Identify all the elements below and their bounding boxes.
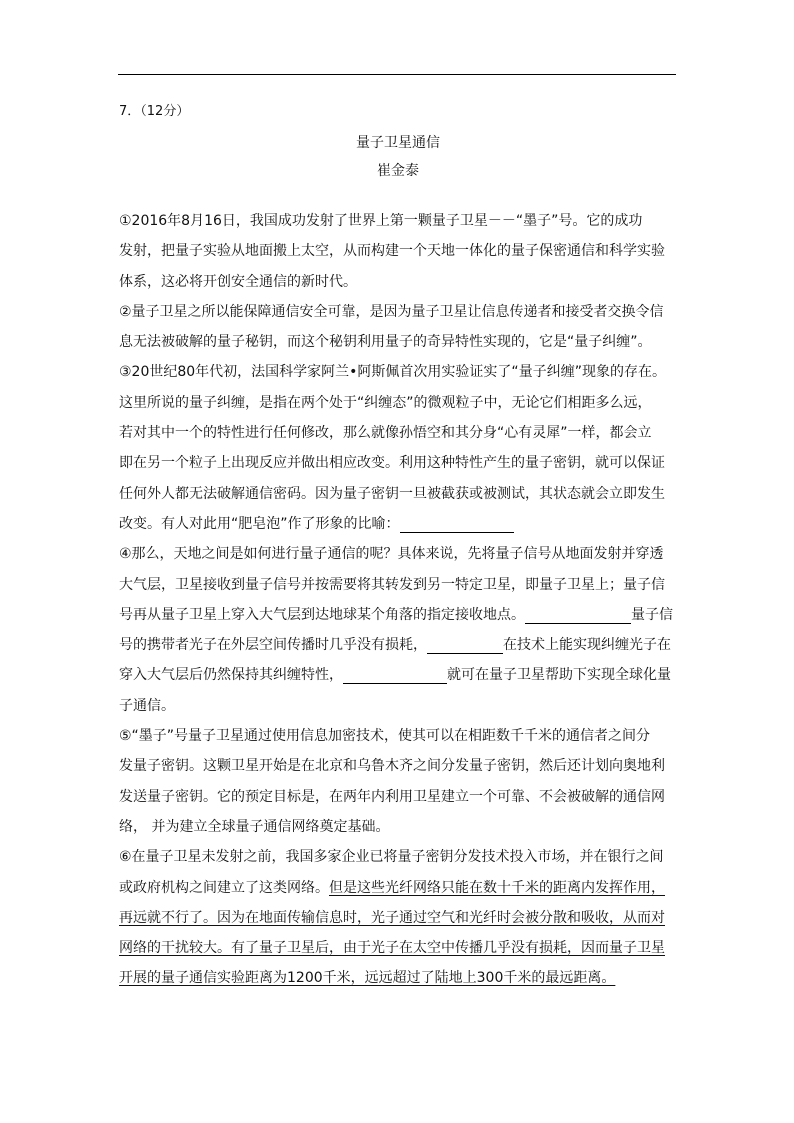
text-segment: 号再从量子卫星上穿入大气层到达地球某个角落的指定接收地点。 <box>119 606 525 623</box>
text-line: 这里所说的量子纠缠，是指在两个处于“纠缠态”的微观粒子中，无论它们相距多么远， <box>119 394 652 411</box>
text-segment: 在技术上能实现纠缠光子在 <box>503 637 671 654</box>
text-line: ②量子卫星之所以能保障通信安全可靠，是因为量子卫星让信息传递者和接受者交换令信 <box>119 303 664 320</box>
text-segment: 就可在量子卫星帮助下实现全球化量 <box>447 667 671 684</box>
text-line: 体系，这必将开创安全通信的新时代。 <box>119 273 357 290</box>
text-line: ⑥在量子卫星未发射之前，我国多家企业已将量子密钥分发技术投入市场，并在银行之间 <box>119 849 664 866</box>
text-line: 发送量子密钥。它的预定目标是，在两年内利用卫星建立一个可靠、不会被破解的通信网 <box>119 788 665 805</box>
text-segment: 或政府机构之间建立了这类网络。 <box>119 879 329 896</box>
text-line: ③20世纪80年代初，法国科学家阿兰•阿斯佩首次用实验证实了“量子纠缠”现象的存在。 <box>119 364 666 381</box>
text-line <box>119 660 677 690</box>
answer-blank[interactable] <box>427 636 503 654</box>
underlined-line: 开展的量子通信实验距离为1200千米，远远超过了陆地上300千米的最远距离。 <box>119 970 616 987</box>
answer-blank[interactable] <box>525 606 631 624</box>
text-line: 若对其中一个的特性进行任何修改，那么就像孙悟空和其分身“心有灵犀”一样，都会立 <box>119 425 652 442</box>
answer-blank[interactable] <box>400 515 514 533</box>
text-line: ⑤“墨子”号量子卫星通过使用信息加密技术，使其可以在相距数千千米的通信者之间分 <box>119 728 651 745</box>
text-line <box>119 600 677 630</box>
text-line <box>119 630 677 660</box>
text-line: 任何外人都无法破解通信密码。因为量子密钥一旦被截获或被测试，其状态就会立即发生 <box>119 485 665 502</box>
text-line <box>119 873 677 903</box>
text-segment: 改变。有人对此用“肥皂泡”作了形象的比喻： <box>119 515 400 532</box>
top-rule <box>118 74 676 75</box>
article-title: 量子卫星通信 <box>356 135 440 151</box>
underlined-line: 再远就不行了。因为在地面传输信息时，光子通过空气和光纤时会被分散和吸收，从而对 <box>119 909 665 926</box>
text-line: 发射，把量子实验从地面搬上太空，从而构建一个天地一体化的量子保密通信和科学实验 <box>119 243 665 260</box>
text-line <box>119 509 677 539</box>
text-line: 络， 并为建立全球量子通信网络奠定基础。 <box>119 818 390 835</box>
exam-question <box>119 100 677 994</box>
text-segment: 穿入大气层后仍然保持其纠缠特性， <box>119 667 343 684</box>
text-segment: 量子信 <box>631 606 673 623</box>
article-body <box>119 206 677 994</box>
article-author: 崔金泰 <box>377 163 419 179</box>
answer-blank[interactable] <box>343 666 447 684</box>
text-segment: 号的携带者光子在外层空间传播时几乎没有损耗， <box>119 637 427 654</box>
text-line: 子通信。 <box>119 697 175 714</box>
text-line: 即在另一个粒子上出现反应并做出相应改变。利用这种特性产生的量子密钥，就可以保证 <box>119 455 665 472</box>
text-line: ①2016年8月16日，我国成功发射了世界上第一颗量子卫星－－“墨子”号。它的成功 <box>119 213 643 229</box>
text-line: 发量子密钥。这颗卫星开始是在北京和乌鲁木齐之间分发量子密钥，然后还计划向奥地利 <box>119 758 665 775</box>
underlined-line: 网络的干扰较大。有了量子卫星后，由于光子在太空中传播几乎没有损耗，因而量子卫星 <box>119 940 665 957</box>
text-line: 息无法被破解的量子秘钥，而这个秘钥利用量子的奇异特性实现的，它是“量子纠缠”。 <box>119 334 652 351</box>
text-line: 大气层，卫星接收到量子信号并按需要将其转发到另一特定卫星，即量子卫星上；量子信 <box>119 576 665 593</box>
underlined-text: 但是这些光纤网络只能在数十千米的距离内发挥作用， <box>329 879 665 896</box>
question-number: 7．（12分） <box>119 104 190 119</box>
text-line: ④那么，天地之间是如何进行量子通信的呢？具体来说，先将量子信号从地面发射并穿透 <box>119 546 664 563</box>
